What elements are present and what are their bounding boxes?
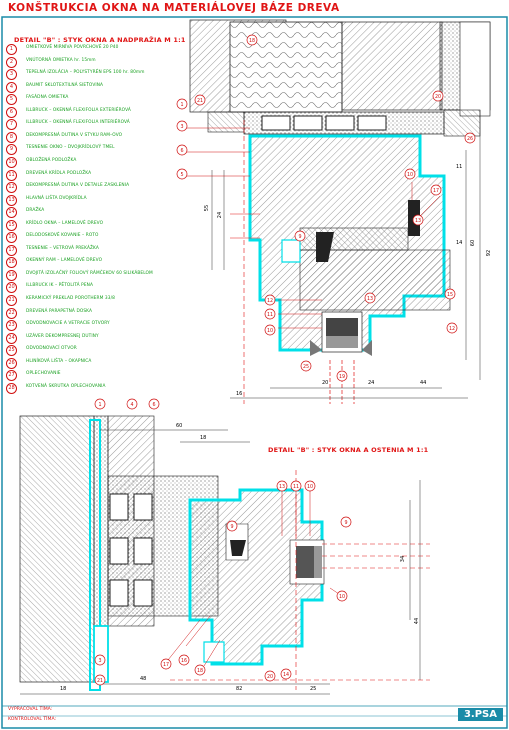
legend-item-number: 3 <box>6 69 17 80</box>
svg-text:13: 13 <box>414 218 422 224</box>
dim-top-3: 44 <box>420 380 427 386</box>
detail-title-jamb: DETAIL "B" : STYK OKNA A OSTENIA M 1:1 <box>268 446 429 454</box>
svg-text:18: 18 <box>248 38 256 44</box>
svg-text:3: 3 <box>180 124 184 130</box>
legend-item-number: 28 <box>6 383 17 394</box>
footer-designer: VYPRACOVAL TÍMA: <box>8 707 53 712</box>
svg-text:16: 16 <box>180 658 188 664</box>
legend-item-number: 19 <box>6 270 17 281</box>
svg-text:6: 6 <box>152 402 156 408</box>
callout-marker <box>265 325 275 335</box>
dim-bottom-1: 18 <box>60 686 67 692</box>
legend-item-number: 22 <box>6 308 17 319</box>
legend-item-number: 23 <box>6 320 17 331</box>
svg-text:26: 26 <box>466 136 474 142</box>
dim-top-2: 24 <box>368 380 375 386</box>
legend-item-label: TESNENIE – VETROVÁ PREKÁŽKA <box>26 245 99 251</box>
callout-marker <box>265 295 275 305</box>
svg-text:15: 15 <box>446 292 454 298</box>
dim-side-top-3: 14 <box>456 240 463 246</box>
legend-item-label: BAUMIT SKLOTEXTILNÁ SIEŤOVINA <box>26 82 104 88</box>
legend-item-number: 12 <box>6 182 17 193</box>
legend-item-label: ILLBRUCK IK – PĚTOLITÁ PENA <box>26 283 94 289</box>
head-detail <box>186 20 493 404</box>
dim-bottom-2: 48 <box>140 676 147 682</box>
svg-text:13: 13 <box>366 296 374 302</box>
dim-top-left: 16 <box>236 391 243 397</box>
legend-item-label: VNÚTORNÁ OMIETKA hr. 15mm <box>26 57 96 63</box>
callout-marker <box>177 121 187 131</box>
callout-marker <box>149 399 159 409</box>
callout-marker <box>281 669 291 679</box>
callout-marker <box>365 293 375 303</box>
legend-item-label: ILLBRUCK – OKENNÁ FLEXIFOLIA INTERIÉROVÁ <box>26 120 130 126</box>
svg-text:6: 6 <box>180 148 184 154</box>
svg-text:17: 17 <box>162 662 170 668</box>
dim-side-top-4: 92 <box>486 249 493 257</box>
legend-item-label: DREVENÁ PARAPETNÁ DOSKA <box>26 308 93 314</box>
legend-item-label: UZÁVER DEKOMPRESNEJ DUTINY <box>26 333 99 339</box>
callout-marker <box>95 655 105 665</box>
legend-item-label: TESNENIE OKNO – DVOJKRÍDLOVÝ TMEL <box>26 145 115 151</box>
svg-text:17: 17 <box>432 188 440 194</box>
legend-item-label: DEKOMPRESNÁ DUTINA V STYKU RAM–OVO <box>26 132 123 138</box>
dim-top-1: 20 <box>322 380 329 386</box>
legend-item-label: OKENNÝ RAM – LAMELOVÉ DREVO <box>26 258 103 264</box>
svg-text:20: 20 <box>266 674 274 680</box>
svg-text:4: 4 <box>130 402 134 408</box>
dim-side-top-1: 60 <box>470 239 477 247</box>
legend-item-number: 9 <box>6 144 17 155</box>
callout-marker <box>341 517 351 527</box>
jamb-detail <box>20 416 430 694</box>
legend-item-number: 18 <box>6 257 17 268</box>
dim-side-bottom-2: 18 <box>200 435 207 441</box>
callout-marker <box>227 521 237 531</box>
svg-text:13: 13 <box>278 484 286 490</box>
svg-text:1: 1 <box>180 102 184 108</box>
callout-marker <box>265 309 275 319</box>
legend-item-number: 5 <box>6 94 17 105</box>
legend-item-number: 17 <box>6 245 17 256</box>
callout-marker <box>127 399 137 409</box>
svg-text:12: 12 <box>266 298 274 304</box>
legend-item-number: 27 <box>6 370 17 381</box>
callout-marker <box>161 659 171 669</box>
svg-text:25: 25 <box>302 364 310 370</box>
legend-item-number: 14 <box>6 207 17 218</box>
legend-item-number: 26 <box>6 358 17 369</box>
sheet-number: 3.PSA <box>458 708 503 721</box>
legend-item-number: 21 <box>6 295 17 306</box>
callout-marker <box>405 169 415 179</box>
svg-text:14: 14 <box>282 672 290 678</box>
callout-marker <box>179 655 189 665</box>
callout-marker <box>465 133 475 143</box>
svg-text:21: 21 <box>96 678 104 684</box>
svg-text:10: 10 <box>306 484 314 490</box>
dim-side-top-6: 24 <box>217 211 224 219</box>
callout-marker <box>447 323 457 333</box>
legend-item-number: 16 <box>6 232 17 243</box>
legend-item-label: FASÁDNA OMIETKA <box>26 95 69 101</box>
dim-side-bottom-1: 60 <box>176 423 183 429</box>
legend-item-label: ODVODNOVACÍ OTVOR <box>26 346 77 352</box>
dim-side-top-2: 11 <box>456 164 463 170</box>
callout-marker <box>295 231 305 241</box>
legend-item-number: 20 <box>6 282 17 293</box>
callout-marker <box>247 35 257 45</box>
svg-text:10: 10 <box>266 328 274 334</box>
legend-item-label: TEPELNÁ IZOLÁCIA – POLYSTYRÉN EPS 100 hr. 80mm <box>26 70 145 76</box>
svg-text:19: 19 <box>338 374 346 380</box>
legend-item-label: OPLECHOVANIE <box>26 371 61 377</box>
callout-marker <box>301 361 311 371</box>
legend-item-number: 10 <box>6 157 17 168</box>
callout-marker <box>95 675 105 685</box>
callout-marker <box>265 671 275 681</box>
legend-item-label: KRÍDLO OKNA – LAMELOVÉ DREVO <box>26 220 104 226</box>
dim-bottom-4: 25 <box>310 686 317 692</box>
legend-item-label: DEKOMPRESNÁ DUTINA V DETAILE ZASKLENIA <box>26 183 130 189</box>
svg-text:3: 3 <box>98 658 102 664</box>
svg-text:18: 18 <box>196 668 204 674</box>
callout-marker <box>431 185 441 195</box>
dim-side-bottom-4: 44 <box>414 617 421 625</box>
legend-item-label: DRAŽKA <box>26 208 45 214</box>
svg-text:10: 10 <box>338 594 346 600</box>
legend-item-label: OMIETKOVÉ MIRNÍVA POVRCHOVÉ 20 P40 <box>26 45 119 50</box>
callout-marker <box>177 145 187 155</box>
callout-marker <box>337 371 347 381</box>
legend-item-number: 15 <box>6 220 17 231</box>
legend-item-label: HLAVNÁ LIŠTA DVOJKRÍDLA <box>26 195 87 201</box>
callout-marker <box>291 481 301 491</box>
svg-text:11: 11 <box>266 312 274 318</box>
callout-marker <box>413 215 423 225</box>
callout-marker <box>177 99 187 109</box>
svg-text:12: 12 <box>448 326 456 332</box>
callout-marker <box>177 169 187 179</box>
dim-side-top-5: 55 <box>204 204 211 212</box>
svg-text:21: 21 <box>196 98 204 104</box>
callout-marker <box>95 399 105 409</box>
legend-item-number: 25 <box>6 345 17 356</box>
legend-item-label: KOTVENÁ SKRUTKA OPLECHOVANIA <box>26 383 106 389</box>
legend-item-label: DELODOSKOVÉ KOVANIE – ROTO <box>26 233 99 239</box>
sheet-title: KONŠTRUKCIA OKNA NA MATERIÁLOVEJ BÁZE DREVA <box>8 2 340 14</box>
legend-item-label: OBLOŽENÁ PODLOŽKA <box>26 157 77 163</box>
legend-item-number: 6 <box>6 107 17 118</box>
callout-marker <box>305 481 315 491</box>
legend-item-number: 24 <box>6 333 17 344</box>
svg-text:20: 20 <box>434 94 442 100</box>
legend-item-label: ILLBRUCK – OKENNÁ FLEXIFOLIA EXTERIÉROVÁ <box>26 107 131 113</box>
legend-item-number: 11 <box>6 170 17 181</box>
svg-text:5: 5 <box>180 172 184 178</box>
svg-text:9: 9 <box>344 520 348 526</box>
legend-item-label: HLINÍKOVÁ LIŠTA – OKAPNICA <box>26 358 92 364</box>
footer-checker: KONTROLOVAL TÍMA: <box>8 717 57 722</box>
svg-text:10: 10 <box>406 172 414 178</box>
legend-item-label: KERAMICKÝ PREKLAD POROTHERM 33/8 <box>26 296 115 301</box>
callout-marker <box>195 95 205 105</box>
legend-item-number: 4 <box>6 82 17 93</box>
svg-text:11: 11 <box>292 484 300 490</box>
legend-item-number: 8 <box>6 132 17 143</box>
svg-text:9: 9 <box>230 524 234 530</box>
callout-marker <box>277 481 287 491</box>
svg-text:1: 1 <box>98 402 102 408</box>
legend-item-label: ODVODNOVACIE A VETRACIE OTVORY <box>26 321 110 327</box>
legend-item-label: DVOJITÁ IZOLAČNÝ FOLIOVÝ RÁMČEKOV 60 SILIKÁBELOM <box>26 270 153 276</box>
callout-marker <box>195 665 205 675</box>
callout-marker <box>433 91 443 101</box>
legend-item-label: DREVENÁ KRÍDLA PODLOŽKA <box>26 170 92 176</box>
dim-side-bottom-3: 34 <box>400 555 407 563</box>
legend-item-number: 7 <box>6 119 17 130</box>
detail-title-head: DETAIL "B" : STYK OKNA A NADPRAŽIA M 1:1 <box>14 36 186 44</box>
callout-marker <box>337 591 347 601</box>
legend-item-number: 13 <box>6 195 17 206</box>
callout-marker <box>445 289 455 299</box>
legend-item-number: 1 <box>6 44 17 55</box>
svg-text:9: 9 <box>298 234 302 240</box>
dim-bottom-3: 82 <box>236 686 243 692</box>
legend-item-number: 2 <box>6 57 17 68</box>
